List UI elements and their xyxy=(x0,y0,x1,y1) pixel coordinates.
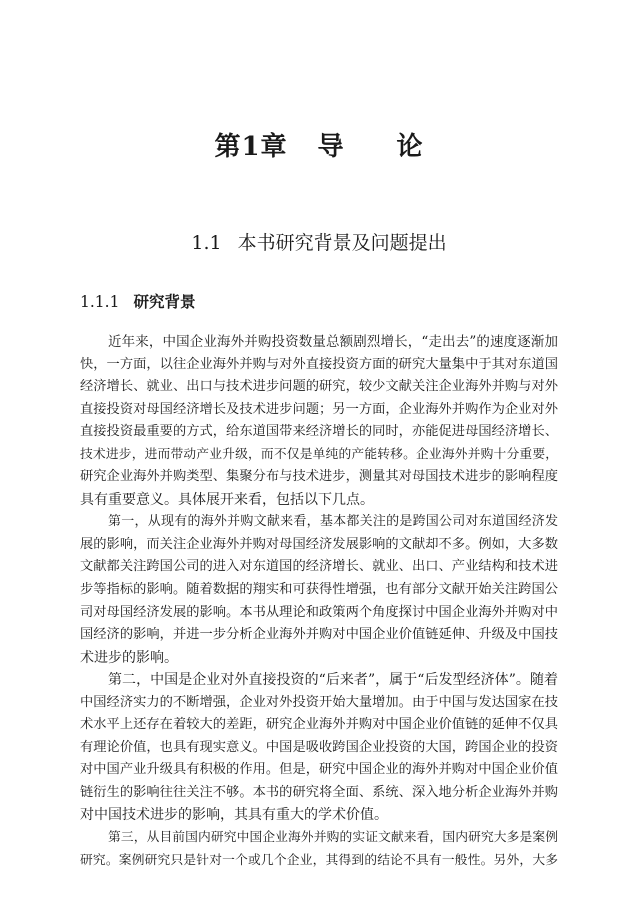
text-line: 直接投资对母国经济增长及技术进步问题；另一方面，企业海外并购作为企业对外 xyxy=(80,401,558,417)
paragraph xyxy=(80,331,558,511)
text-line: 直接投资最重要的方式，给东道国带来经济增长的同时，亦能促进母国经济增长、 xyxy=(80,424,558,440)
chapter-title-part-1: 导 xyxy=(317,132,345,162)
text-line: 第一，从现有的海外并购文献来看，基本都关注的是跨国公司对东道国经济发 xyxy=(108,514,558,530)
text-line: 步等指标的影响。随着数据的翔实和可获得性增强，也有部分文献开始关注跨国公 xyxy=(80,582,558,598)
text-line: 快，一方面，以往企业海外并购与对外直接投资方面的研究大量集中于其对东道国 xyxy=(80,356,558,372)
text-line: 链衍生的影响往往关注不够。本书的研究将全面、系统、深入地分析企业海外并购 xyxy=(80,784,558,800)
text-line: 中国经济实力的不断增强，企业对外投资开始大量增加。由于中国与发达国家在技 xyxy=(80,694,558,710)
chapter-title-part-2: 论 xyxy=(396,132,424,162)
text-line: 第二，中国是企业对外直接投资的“后来者”，属于“后发型经济体”。随着 xyxy=(108,672,558,689)
text-line: 第三，从目前国内研究中国企业海外并购的实证文献来看，国内研究大多是案例 xyxy=(108,830,558,846)
text-line: 对中国产业升级具有积极的作用。但是，研究中国企业的海外并购对中国企业价值 xyxy=(80,762,558,778)
section-title: 本书研究背景及问题提出 xyxy=(237,232,447,254)
text-line: 对中国技术进步的影响，其具有重大的学术价值。 xyxy=(80,807,388,824)
text-line: 术进步的影响。 xyxy=(80,649,178,666)
section-heading xyxy=(0,228,638,255)
chapter-title xyxy=(0,126,638,163)
text-line: 有理论价值，也具有现实意义。中国是吸收跨国企业投资的大国，跨国企业的投资 xyxy=(80,739,558,755)
text-line: 近年来，中国企业海外并购投资数量总额剧烈增长，“走出去”的速度逐渐加 xyxy=(108,334,558,350)
subsection-title: 研究背景 xyxy=(133,293,196,311)
text-line: 术水平上还存在着较大的差距，研究企业海外并购对中国企业价值链的延伸不仅具 xyxy=(80,717,558,733)
section-number: 1.1 xyxy=(191,232,222,254)
text-line: 经济增长、就业、出口与技术进步问题的研究，较少文献关注企业海外并购与对外 xyxy=(80,379,558,395)
text-line: 文献都关注跨国公司的进入对东道国的经济增长、就业、出口、产业结构和技术进 xyxy=(80,559,558,575)
paragraph xyxy=(80,827,558,872)
paragraph xyxy=(80,669,558,827)
text-line: 展的影响，而关注企业海外并购对母国经济发展影响的文献却不多。例如，大多数 xyxy=(80,536,558,552)
paragraph xyxy=(80,511,558,669)
body-text xyxy=(80,331,558,872)
text-line: 研究。案例研究只是针对一个或几个企业，其得到的结论不具有一般性。另外，大多 xyxy=(80,852,558,868)
chapter-number: 第1章 xyxy=(214,132,288,162)
subsection-heading xyxy=(80,290,195,312)
subsection-number: 1.1.1 xyxy=(80,293,120,311)
text-line: 具有重要意义。具体展开来看，包括以下几点。 xyxy=(80,491,374,508)
text-line: 国经济的影响，并进一步分析企业海外并购对中国企业价值链延伸、升级及中国技 xyxy=(80,627,558,643)
text-line: 研究企业海外并购类型、集聚分布与技术进步，测量其对母国技术进步的影响程度 xyxy=(80,469,558,485)
text-line: 技术进步，进而带动产业升级，而不仅是单纯的产能转移。企业海外并购十分重要， xyxy=(80,446,558,462)
text-line: 司对母国经济发展的影响。本书从理论和政策两个角度探讨中国企业海外并购对中 xyxy=(80,604,558,620)
